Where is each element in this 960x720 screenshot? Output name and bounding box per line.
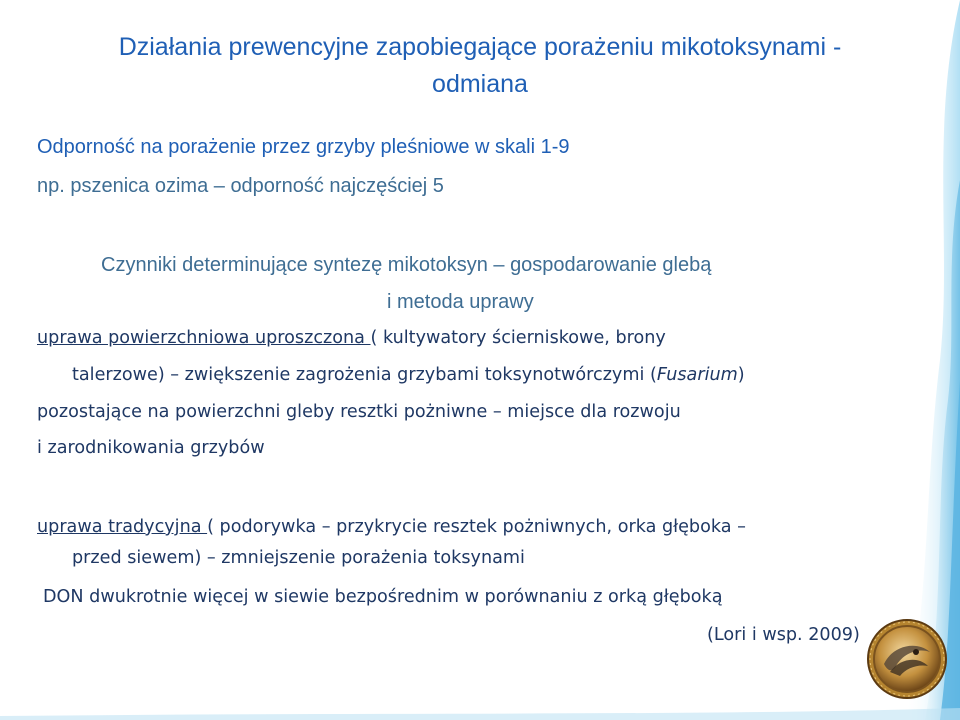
traditional-tillage-term: uprawa tradycyjna (37, 517, 208, 537)
winter-wheat-example-text: np. pszenica ozima – odporność najczęściej 5 (37, 175, 444, 197)
don-comparison-text: DON dwukrotnie więcej w siewie bezpośrednim w porównaniu z orką głęboką (43, 587, 723, 607)
simplified-tillage-tools: ( kultywatory ścierniskowe, brony (370, 328, 666, 348)
simplified-tillage-line-1 (37, 325, 666, 351)
simplified-tillage-line-4: i zarodnikowania grzybów (37, 438, 265, 458)
simplified-tillage-term: uprawa powierzchniowa uproszczona (37, 328, 371, 348)
traditional-tillage-line-2: przed siewem) – zmniejszenie porażenia toksynami (72, 548, 525, 568)
fusarium-term: Fusarium (656, 365, 738, 385)
resistance-scale-text: Odporność na porażenie przez grzyby pleśniowe w skali 1-9 (37, 136, 570, 158)
simplified-tillage-risk: talerzowe) – zwiększenie zagrożenia grzybami toksynotwórczymi ( (72, 365, 657, 385)
slide-title-line-2: odmiana (432, 70, 528, 98)
simplified-tillage-line-3: pozostające na powierzchni gleby resztki pożniwne – miejsce dla rozwoju (37, 402, 681, 422)
slide-title-line-1: Działania prewencyjne zapobiegające porażeniu mikotoksynami - (118, 33, 842, 61)
ornamental-logo-icon (866, 618, 948, 700)
traditional-tillage-line-1 (37, 514, 746, 540)
traditional-tillage-tools: ( podorywka – przykrycie resztek pożniwnych, orka głęboka – (207, 517, 746, 537)
factors-text-line-1: Czynniki determinujące syntezę mikotoksyn – gospodarowanie glebą (101, 254, 712, 276)
closing-paren: ) (737, 365, 745, 385)
simplified-tillage-line-2 (72, 362, 745, 388)
factors-text-line-2: i metoda uprawy (387, 291, 534, 313)
citation-text: (Lori i wsp. 2009) (707, 625, 860, 645)
